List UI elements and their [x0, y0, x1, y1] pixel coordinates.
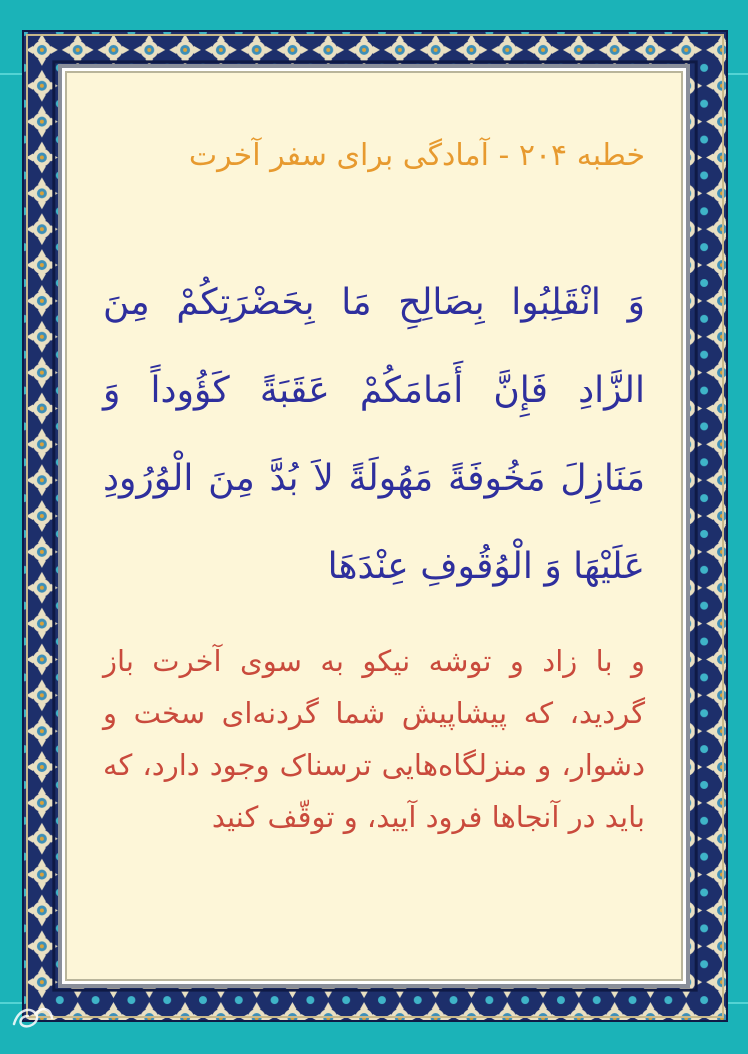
sermon-title: خطبه ۲۰۴ - آمادگی برای سفر آخرت: [188, 138, 645, 173]
watermark-logo-icon: [8, 996, 58, 1036]
card-border: [58, 64, 690, 988]
persian-translation: و با زاد و توشه نیکو به سوی آخرت باز گردید، که پیشاپیش شما گردنه‌ای سخت و دشوار، و منزلگاه‌هایی ترسناک وجود دارد، که باید در آنجاها فرود آیید، و توقّف کنید: [103, 644, 645, 834]
arabic-text: وَ انْقَلِبُوا بِصَالِحِ مَا بِحَضْرَتِكُمْ مِنَ الزَّادِ فَإِنَّ أَمَامَكُمْ عَقَبَةً كَؤُوداً وَ مَنَازِلَ مَخُوفَةً مَهُولَةً لاَ بُدَّ مِنَ الْوُرُودِ عَلَيْهَا وَ الْوُقُوفِ عِنْدَهَا: [103, 282, 645, 587]
card-paper: [65, 71, 683, 981]
